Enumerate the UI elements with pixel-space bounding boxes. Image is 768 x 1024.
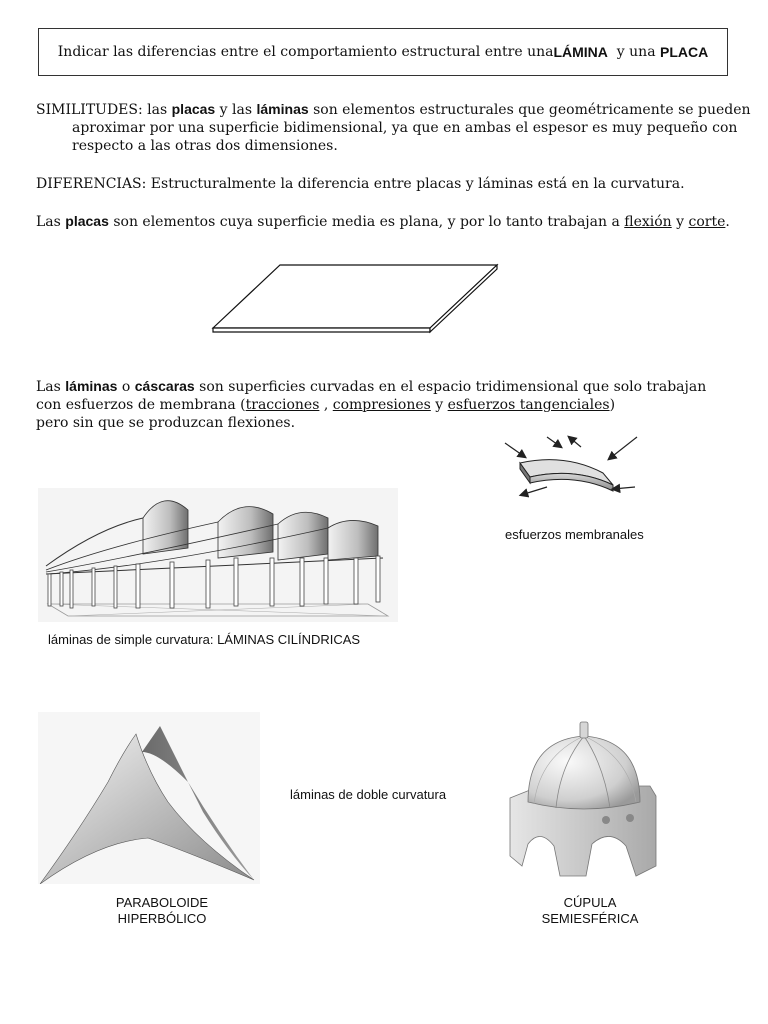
laminas-paragraph [36,377,736,432]
caption-membranales: esfuerzos membranales [505,527,644,542]
similitudes-line2: aproximar por una superficie bidimensional, ya que en ambas el espesor es muy pequeño con [72,120,738,136]
similitudes-paragraph [36,100,756,155]
placas-c: y [671,214,689,230]
laminas-line2a: con esfuerzos de membrana ( [36,397,246,413]
caption-cupula-1: CÚPULA [563,895,617,910]
flexion-link: flexión [624,214,672,230]
similitudes-label: SIMILITUDES: las [36,102,172,118]
caption-paraboloide-2: HIPERBÓLICO [117,911,207,926]
caption-paraboloide-1: PARABOLOIDE [115,895,209,910]
similitudes-laminas: láminas [256,101,309,117]
title-placa: PLACA [660,44,709,60]
laminas-line2c: y [430,397,448,413]
corte-link: corte [688,214,726,230]
similitudes-line3: respecto a las otras dos dimensiones. [72,138,338,154]
title-prefix: Indicar las diferencias entre el comportamiento estructural entre una [57,44,554,60]
placas-word: placas [65,213,109,229]
laminas-c: son superficies curvadas en el espacio tridimensional que solo trabajan [194,379,707,395]
laminas-b: o [117,379,135,395]
placas-a: Las [36,214,66,230]
caption-paraboloide [100,895,224,927]
caption-double-curvature: láminas de doble curvatura [290,787,447,802]
laminas-word: láminas [65,378,118,394]
title-lamina: LÁMINA [553,44,608,60]
placa-illustration [205,258,505,338]
placas-b: son elementos cuya superficie media es plana, y por lo tanto trabajan a [108,214,625,230]
caption-cupula [520,895,660,927]
placas-d: . [725,214,730,230]
tracciones-term: tracciones [245,397,320,413]
laminas-line2d: ) [609,397,616,413]
placas-paragraph [36,212,730,231]
dome-illustration [500,716,665,886]
cascaras-word: cáscaras [134,378,195,394]
membrane-stress-illustration [485,425,660,510]
hyperbolic-paraboloid-illustration [38,712,260,884]
laminas-a: Las [36,379,66,395]
laminas-line2b: , [319,397,333,413]
similitudes-placas: placas [171,101,216,117]
cylindrical-vaults-illustration [38,488,398,622]
laminas-line3: pero sin que se produzcan flexiones. [36,415,296,431]
similitudes-and: y las [215,102,257,118]
title-middle: y una [607,44,660,60]
caption-cupula-2: SEMIESFÉRICA [541,911,639,926]
caption-simple-curvature: láminas de simple curvatura: LÁMINAS CILÍNDRICAS [48,632,361,647]
tangenciales-term: esfuerzos tangenciales [447,397,610,413]
similitudes-rest1: son elementos estructurales que geométricamente se pueden [308,102,751,118]
diferencias-paragraph: DIFERENCIAS: Estructuralmente la diferencia entre placas y láminas está en la curvatura. [36,176,685,192]
compresiones-term: compresiones [332,397,431,413]
title-box [38,28,728,76]
